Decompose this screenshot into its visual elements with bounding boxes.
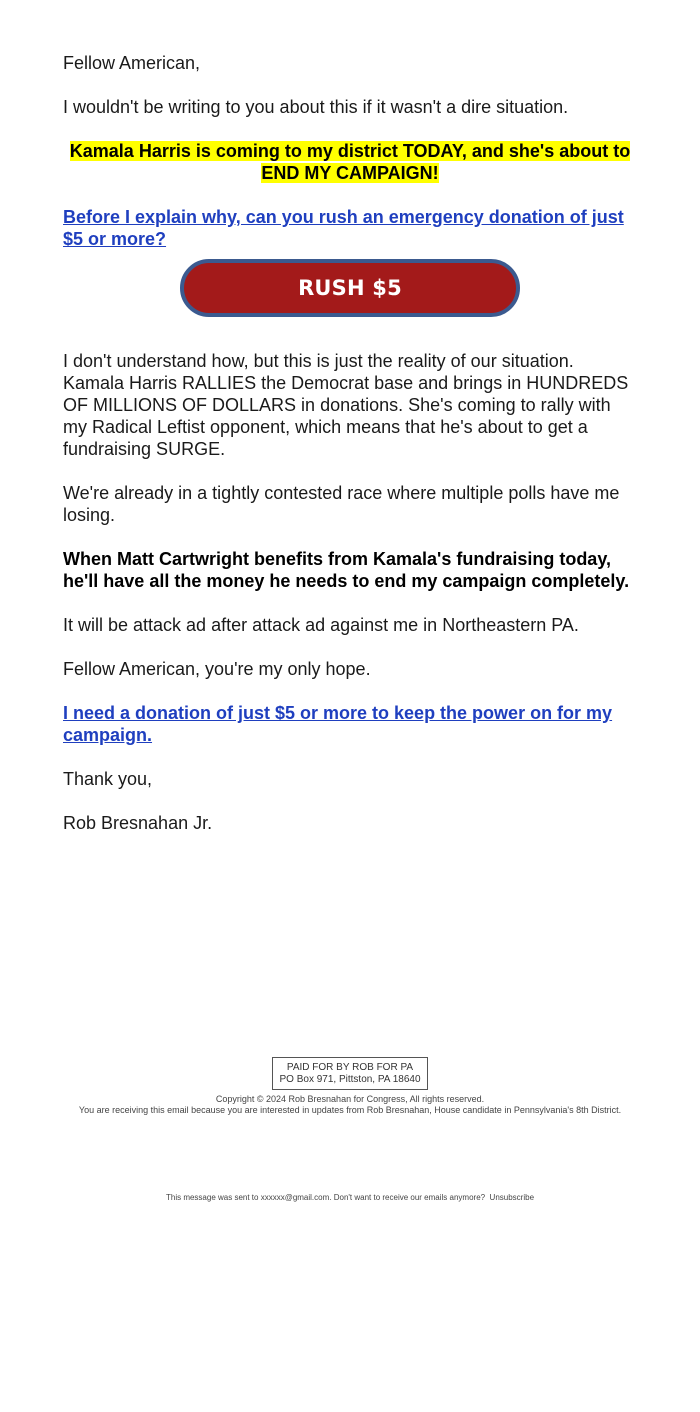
headline-line-2: END MY CAMPAIGN! [261, 163, 439, 183]
unsubscribe-footer [0, 1187, 700, 1205]
donation-link-2[interactable]: I need a donation of just $5 or more to keep the power on for my campaign. [63, 703, 613, 745]
footer [0, 1057, 700, 1116]
rush-donation-button[interactable]: RUSH $5 [180, 259, 520, 317]
body-paragraph-2: We're already in a tightly contested race where multiple polls have me losing. [63, 483, 620, 525]
cta-container [180, 259, 520, 317]
paid-for-box [272, 1057, 427, 1090]
intro-paragraph: I wouldn't be writing to you about this if it wasn't a dire situation. [63, 97, 569, 117]
headline [63, 140, 637, 184]
donation-link-1[interactable]: Before I explain why, can you rush an emergency donation of just $5 or more? [63, 207, 624, 249]
donation-link-1-paragraph [63, 206, 637, 250]
subscription-reason-text: You are receiving this email because you are interested in updates from Rob Bresnahan, House candidate in Pennsylvania's 8th District. [78, 1105, 622, 1115]
sent-to-text: This message was sent to xxxxxx@gmail.com. Don't want to receive our emails anymore? [165, 1193, 486, 1202]
body-paragraph-3: It will be attack ad after attack ad against me in Northeastern PA. [63, 615, 579, 635]
donation-link-2-paragraph [63, 702, 637, 746]
body-paragraph-bold: When Matt Cartwright benefits from Kamala's fundraising today, he'll have all the money he needs to end my campaign completely. [63, 549, 630, 591]
paid-for-line-1: PAID FOR BY ROB FOR PA [286, 1062, 414, 1073]
paid-for-line-2: PO Box 971, Pittston, PA 18640 [279, 1074, 421, 1085]
body-paragraph-4: Fellow American, you're my only hope. [63, 659, 371, 679]
closing: Thank you, [63, 769, 153, 789]
signature: Rob Bresnahan Jr. [63, 813, 213, 833]
headline-line-1: Kamala Harris is coming to my district TODAY, and she's about to [69, 141, 631, 161]
unsubscribe-link[interactable]: Unsubscribe [489, 1193, 535, 1202]
greeting: Fellow American, [63, 53, 201, 73]
copyright-text: Copyright © 2024 Rob Bresnahan for Congress, All rights reserved. [215, 1094, 485, 1104]
body-paragraph-1: I don't understand how, but this is just the reality of our situation. Kamala Harris RALLIES the Democrat base and brings in HUNDREDS OF MILLIONS OF DOLLARS in donations. She's coming to rally with my Radical Leftist opponent, which means that he's about to get a fundraising SURGE. [63, 351, 629, 459]
